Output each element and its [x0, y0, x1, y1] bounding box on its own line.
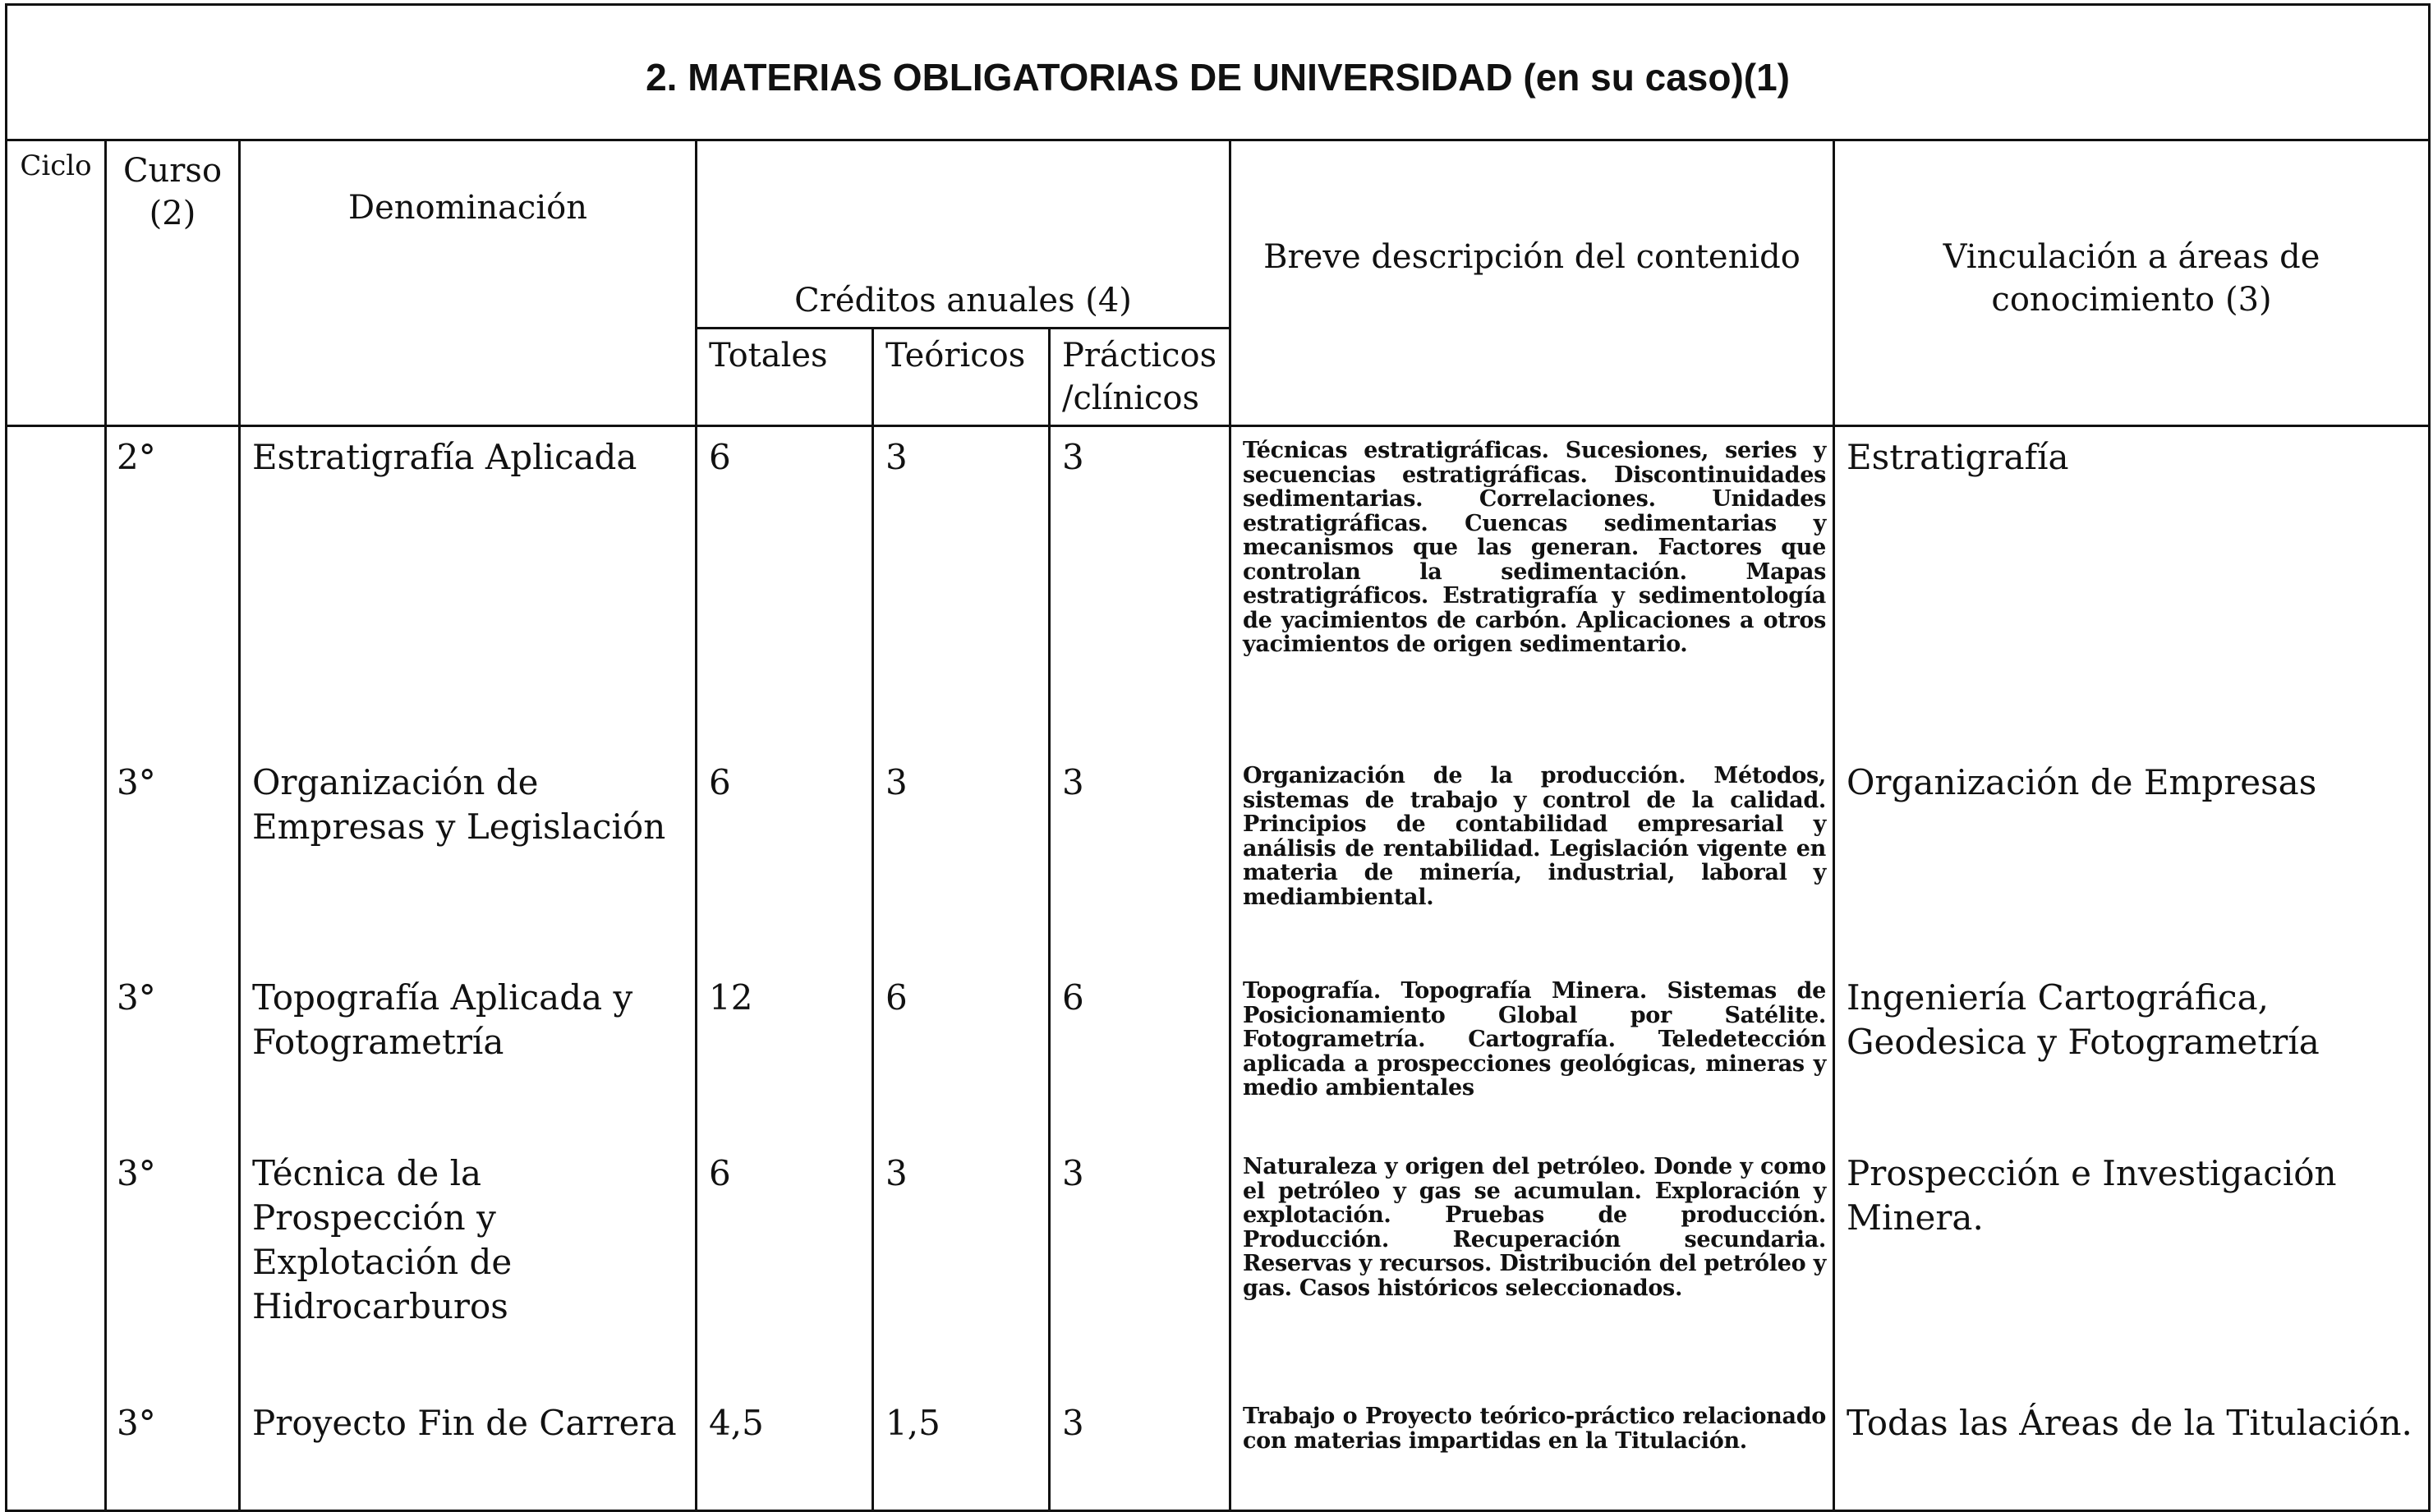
header-vinculacion-line1: Vinculación a áreas de — [1943, 238, 2320, 276]
practicos-cell: 6 — [1062, 977, 1084, 1018]
header-denominacion-label: Denominación — [348, 189, 587, 227]
totales-column — [697, 426, 873, 1511]
denominacion-cell: Estratigrafía Aplicada — [252, 437, 637, 477]
header-totales-label: Totales — [709, 337, 828, 375]
practicos-cell: 3 — [1062, 1153, 1084, 1193]
header-ciclo-label: Ciclo — [20, 149, 92, 182]
area-cell: Organización de Empresas — [1847, 762, 2317, 802]
totales-cell: 12 — [709, 977, 753, 1018]
totales-cell: 6 — [709, 762, 731, 802]
denominacion-cell: Topografía Aplicada y Fotogrametría — [252, 977, 633, 1062]
totales-cell: 6 — [709, 437, 731, 477]
header-vinculacion — [1834, 140, 2430, 426]
descripcion-cell: Técnicas estratigráficas. Sucesiones, series y secuencias estratigráficas. Discontinuidades sedimentarias. Correlaciones. Unidades estratigráficas. Cuencas sedimentarias y mecanismos que las generan. Factores que controlan la sedimentación. Mapas estratigráficos. Estratigrafía y sedimentología de yacimientos de carbón. Aplicaciones a otros yacimientos de origen sedimentario. — [1243, 438, 1826, 657]
header-teoricos-label: Teóricos — [885, 337, 1026, 375]
denominacion-column — [240, 426, 697, 1511]
denominacion-entries — [241, 427, 695, 1510]
curso-cell: 3° — [117, 762, 156, 802]
area-cell: Todas las Áreas de la Titulación. — [1847, 1403, 2412, 1443]
materias-table — [5, 3, 2431, 1512]
denominacion-cell: Proyecto Fin de Carrera — [252, 1403, 677, 1443]
header-breve-label: Breve descripción del contenido — [1263, 238, 1801, 276]
denominacion-cell: Organización de Empresas y Legislación — [252, 762, 666, 847]
practicos-entries — [1051, 427, 1229, 1510]
curso-cell: 3° — [117, 1153, 156, 1193]
practicos-cell: 3 — [1062, 437, 1084, 477]
practicos-column — [1050, 426, 1230, 1511]
descripcion-cell: Naturaleza y origen del petróleo. Donde y como el petróleo y gas se acumulan. Exploración y explotación. Pruebas de producción. Producción. Recuperación secundaria. Reservas y recursos. Distribución del petróleo y gas. Casos históricos seleccionados. — [1243, 1154, 1826, 1301]
table-title: 2. MATERIAS OBLIGATORIAS DE UNIVERSIDAD (en su caso)(1) — [7, 5, 2430, 140]
practicos-cell: 3 — [1062, 762, 1084, 802]
teoricos-cell: 3 — [885, 1153, 908, 1193]
header-practicos-line2: /clínicos — [1062, 379, 1200, 417]
teoricos-cell: 3 — [885, 762, 908, 802]
area-entries — [1835, 427, 2428, 1510]
totales-cell: 4,5 — [709, 1403, 764, 1443]
area-column — [1834, 426, 2430, 1511]
header-curso — [106, 140, 240, 426]
teoricos-cell: 3 — [885, 437, 908, 477]
teoricos-cell: 1,5 — [885, 1403, 941, 1443]
header-creditos — [697, 140, 1230, 329]
header-totales — [697, 329, 873, 426]
descripcion-cell: Trabajo o Proyecto teórico-práctico relacionado con materias impartidas en la Titulación. — [1243, 1404, 1826, 1454]
descripcion-column — [1230, 426, 1834, 1511]
teoricos-column — [873, 426, 1050, 1511]
header-vinculacion-line2: conocimiento (3) — [1991, 281, 2272, 319]
totales-entries — [697, 427, 872, 1510]
header-denominacion — [240, 140, 697, 426]
curso-cell: 2° — [117, 437, 156, 477]
header-creditos-label: Créditos anuales (4) — [794, 282, 1132, 319]
teoricos-cell: 6 — [885, 977, 908, 1018]
curso-entries — [107, 427, 238, 1510]
table-body-row — [7, 426, 2430, 1511]
practicos-cell: 3 — [1062, 1403, 1084, 1443]
header-curso-label: Curso — [122, 152, 223, 190]
header-practicos — [1050, 329, 1230, 426]
header-ciclo — [7, 140, 106, 426]
area-cell: Ingeniería Cartográfica, Geodesica y Fotogrametría — [1847, 977, 2320, 1062]
area-cell: Estratigrafía — [1847, 437, 2069, 477]
teoricos-entries — [874, 427, 1048, 1510]
curso-cell: 3° — [117, 977, 156, 1018]
header-curso-note: (2) — [149, 195, 196, 232]
curso-column — [106, 426, 240, 1511]
ciclo-column — [7, 426, 106, 1511]
header-teoricos — [873, 329, 1050, 426]
curso-cell: 3° — [117, 1403, 156, 1443]
descripcion-entries — [1231, 427, 1833, 1510]
header-breve-descripcion — [1230, 140, 1834, 426]
descripcion-cell: Topografía. Topografía Minera. Sistemas de Posicionamiento Global por Satélite. Fotogrametría. Cartografía. Teledetección aplicada a prospecciones geológicas, mineras y medio ambientales — [1243, 978, 1826, 1101]
descripcion-cell: Organización de la producción. Métodos, sistemas de trabajo y control de la calidad. Principios de contabilidad empresarial y análisis de rentabilidad. Legislación vigente en materia de minería, industrial, laboral y mediambiental. — [1243, 763, 1826, 910]
header-practicos-line1: Prácticos — [1062, 337, 1217, 375]
denominacion-cell: Técnica de la Prospección y Explotación de Hidrocarburos — [252, 1153, 513, 1326]
area-cell: Prospección e Investigación Minera. — [1847, 1153, 2337, 1238]
totales-cell: 6 — [709, 1153, 731, 1193]
